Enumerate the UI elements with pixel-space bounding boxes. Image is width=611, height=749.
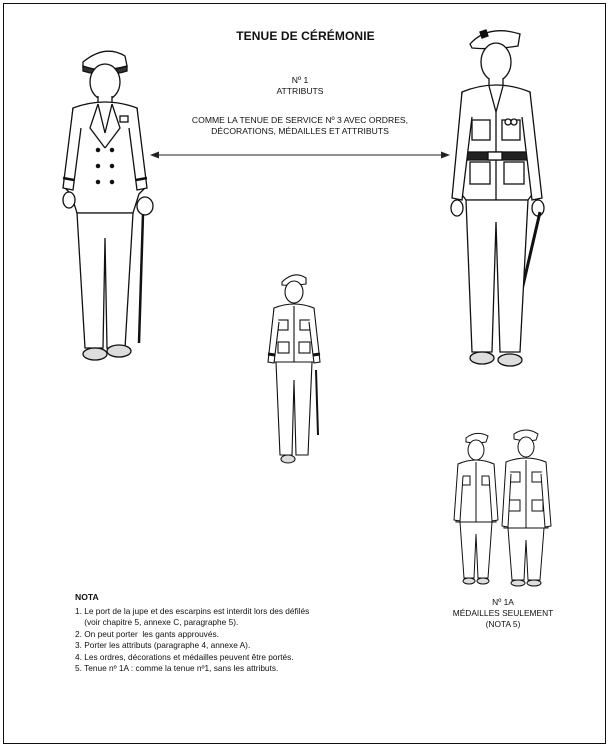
nota-item: 3. Porter les attributs (paragraphe 4, annexe A).: [75, 640, 251, 651]
female-member-figure: [264, 270, 326, 468]
page-title: TENUE DE CÉRÉMONIE: [236, 29, 375, 43]
dress-number: Nº 1: [291, 75, 309, 85]
dress-subtitle: ATTRIBUTS: [276, 86, 324, 96]
nota-list: [75, 606, 375, 674]
nota-item: 5. Tenue nº 1A : comme la tenue nº1, sans les attributs.: [75, 663, 279, 674]
naval-officer-figure: [55, 38, 160, 370]
dress-description-line2: DÉCORATIONS, MÉDAILLES ET ATTRIBUTS: [211, 126, 389, 136]
nota-item: 4. Les ordres, décorations et médailles peuvent être portés.: [75, 651, 294, 662]
pair-medals-only-figure: [452, 428, 554, 588]
dress-description-line1: COMME LA TENUE DE SERVICE Nº 3 AVEC ORDRES,: [191, 115, 409, 125]
double-arrow-icon: [150, 148, 450, 162]
nota-item: 2. On peut porter les gants approuvés.: [75, 628, 219, 639]
nota-item: (voir chapitre 5, annexe C, paragraphe 5).: [75, 617, 239, 628]
nota-item: 1. Le port de la jupe et des escarpins est interdit lors des défilés: [75, 606, 310, 616]
caption-1a-medals: MÉDAILLES SEULEMENT: [452, 608, 554, 618]
caption-1a-number: Nº 1A: [492, 597, 514, 607]
army-officer-figure: [448, 22, 556, 372]
nota-heading: NOTA: [75, 592, 99, 602]
caption-1a-note: (NOTA 5): [485, 619, 521, 629]
